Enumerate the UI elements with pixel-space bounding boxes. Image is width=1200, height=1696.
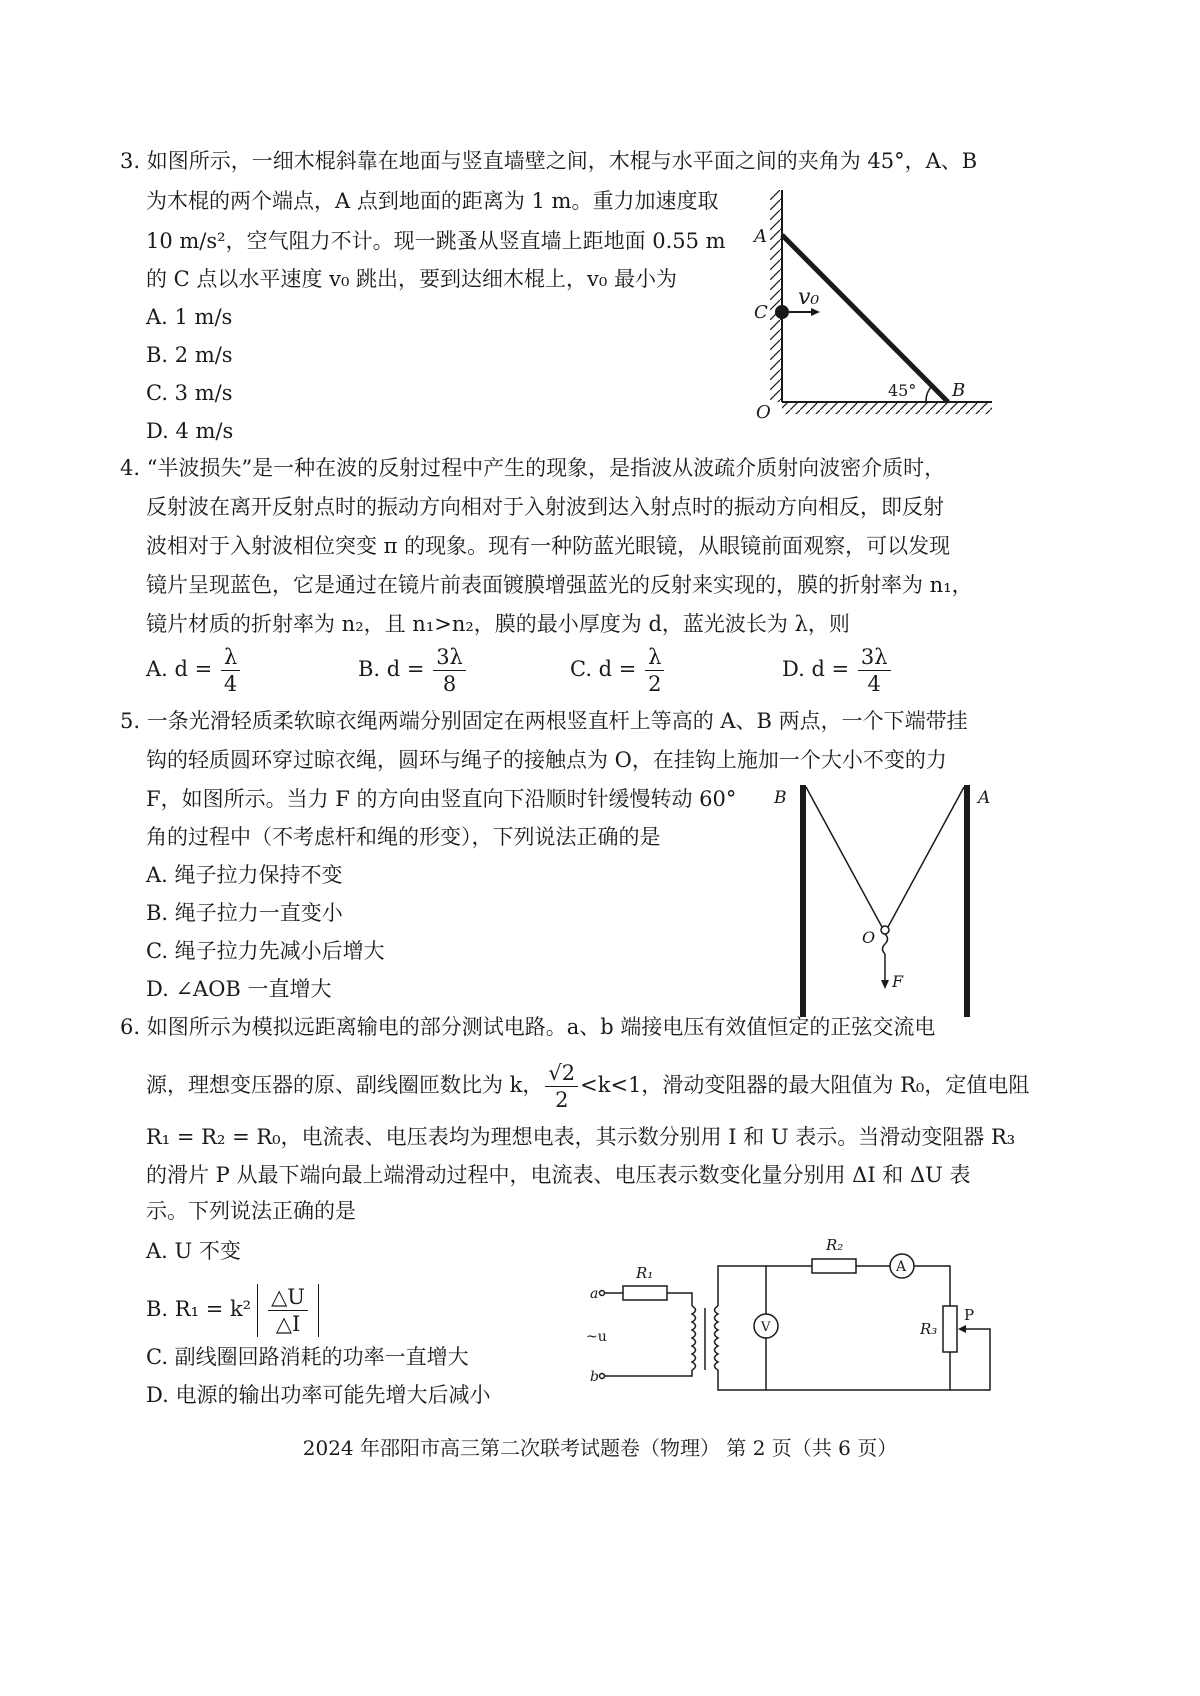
q3-option-b: B. 2 m/s [146, 343, 233, 367]
q5-line-3: F，如图所示。当力 F 的方向由竖直向下沿顺时针缓慢转动 60° [146, 787, 737, 811]
q6-line-2-start: 源，理想变压器的原、副线圈匝数比为 k， [146, 1073, 544, 1097]
q4-line-4: 镜片呈现蓝色，它是通过在镜片前表面镀膜增强蓝光的反射来实现的，膜的折射率为 n₁， [146, 573, 973, 597]
q4-option-c [570, 644, 666, 697]
q6-option-b-fraction [268, 1284, 308, 1337]
absolute-value [257, 1284, 319, 1337]
q4-option-d [782, 644, 893, 697]
primary-coil [692, 1306, 696, 1370]
q6-line-4: 的滑片 P 从最下端向最上端滑动过程中，电流表、电压表示数变化量分别用 ΔI 和 ΔU 表 [146, 1163, 971, 1187]
q5-option-b: B. 绳子拉力一直变小 [146, 901, 343, 925]
label-b: B [952, 380, 966, 401]
q4-option-d-fraction [858, 644, 891, 697]
q3-figure [740, 180, 1000, 450]
right-pole [964, 785, 970, 1017]
label-r2: R₂ [826, 1236, 844, 1254]
rheostat-r3 [943, 1306, 957, 1352]
q3-line-4: 的 C 点以水平速度 v₀ 跳出，要到达细木棍上，v₀ 最小为 [146, 267, 678, 291]
force-arrowhead [881, 980, 889, 989]
q6-line-3: R₁ = R₂ = R₀，电流表、电压表均为理想电表，其示数分别用 I 和 U 表示。当滑动变阻器 R₃ [146, 1125, 1016, 1149]
rope-left [806, 787, 882, 927]
fraction-numerator: △U [268, 1284, 308, 1311]
label-f: F [892, 972, 904, 991]
fraction-numerator: 3λ [858, 644, 891, 671]
left-pole [800, 785, 806, 1017]
fraction-denominator: 2 [648, 672, 662, 696]
q4-line-5: 镜片材质的折射率为 n₂，且 n₁>n₂，膜的最小厚度为 d，蓝光波长为 λ，则 [146, 612, 850, 636]
q6-option-a: A. U 不变 [146, 1239, 241, 1263]
q6-line-2 [146, 1060, 1029, 1113]
q4-line-1: 4. “半波损失”是一种在波的反射过程中产生的现象，是指波从波疏介质射向波密介质时， [120, 456, 946, 480]
label-b: B [774, 788, 787, 808]
fraction-numerator: √2 [545, 1060, 578, 1087]
q4-option-c-prefix: C. d = [570, 657, 637, 681]
wire-ammeter-r3 [914, 1266, 950, 1306]
flea-ball [775, 305, 789, 319]
resistor-r2 [812, 1259, 856, 1273]
label-o: O [862, 928, 876, 947]
q6-line-5: 示。下列说法正确的是 [146, 1199, 356, 1223]
label-a: a [590, 1286, 599, 1302]
label-a: A [978, 788, 991, 808]
label-v0: v₀ [798, 285, 820, 310]
wire-coil-b [605, 1370, 692, 1376]
fraction-denominator: 4 [223, 672, 238, 696]
q6-line-1: 6. 如图所示为模拟远距离输电的部分测试电路。a、b 端接电压有效值恒定的正弦交流电 [120, 1015, 936, 1039]
label-a: A [754, 226, 767, 247]
q3-option-c: C. 3 m/s [146, 381, 233, 405]
ring [881, 926, 889, 934]
label-c: C [754, 302, 768, 323]
rope-right [888, 787, 964, 927]
ground-hatch [782, 402, 992, 414]
slider-arrowhead [958, 1325, 966, 1333]
wall-hatch [770, 190, 782, 402]
q3-line-1: 3. 如图所示，一细木棍斜靠在地面与竖直墙壁之间，木棍与水平面之间的夹角为 45°，A、B [120, 149, 978, 173]
fraction-numerator: 3λ [433, 644, 466, 671]
q4-option-a-fraction [221, 644, 240, 697]
q4-line-3: 波相对于入射波相位突变 π 的现象。现有一种防蓝光眼镜，从眼镜前面观察，可以发现 [146, 534, 951, 558]
q4-option-b-prefix: B. d = [358, 657, 425, 681]
q3-line-2: 为木棍的两个端点，A 点到地面的距离为 1 m。重力加速度取 [146, 189, 719, 213]
q3-option-d: D. 4 m/s [146, 419, 234, 443]
terminal-b [600, 1374, 605, 1379]
q6-option-d: D. 电源的输出功率可能先增大后减小 [146, 1383, 491, 1407]
page-footer: 2024 年邵阳市高三第二次联考试题卷（物理） 第 2 页（共 6 页） [302, 1436, 898, 1460]
q6-line-2-end: <k<1，滑动变阻器的最大阻值为 R₀，定值电阻 [580, 1073, 1030, 1097]
label-r1: R₁ [636, 1264, 654, 1282]
wire-r1-coil [667, 1293, 692, 1306]
q4-option-b-fraction [433, 644, 466, 697]
ammeter-label: A [896, 1259, 907, 1275]
label-o: O [756, 402, 771, 423]
q4-option-a-prefix: A. d = [146, 657, 213, 681]
q4-option-a [146, 644, 242, 697]
fraction-denominator: 2 [555, 1088, 569, 1112]
q3-line-3: 10 m/s²，空气阻力不计。现一跳蚤从竖直墙上距地面 0.55 m [146, 229, 726, 253]
fraction-numerator: λ [221, 644, 240, 671]
q3-option-a: A. 1 m/s [146, 305, 233, 329]
q5-option-a: A. 绳子拉力保持不变 [146, 863, 343, 887]
q5-line-4: 角的过程中（不考虑杆和绳的形变），下列说法正确的是 [146, 825, 661, 849]
label-u: ~u [586, 1329, 607, 1345]
wire-top-left [718, 1266, 812, 1306]
resistor-r1 [623, 1286, 667, 1300]
label-r3: R₃ [920, 1320, 938, 1338]
q4-option-b [358, 644, 468, 697]
q6-option-b [146, 1284, 319, 1337]
label-p: P [964, 1306, 975, 1324]
fraction-denominator: 8 [442, 672, 457, 696]
secondary-coil [715, 1306, 719, 1370]
q6-circuit [580, 1228, 1000, 1403]
q4-line-2: 反射波在离开反射点时的振动方向相对于入射波到达入射点时的振动方向相反，即反射 [146, 495, 944, 519]
q4-option-c-fraction [645, 644, 664, 697]
fraction-denominator: 4 [867, 672, 881, 696]
q6-option-b-prefix: B. R₁ = k² [146, 1297, 252, 1321]
terminal-a [600, 1291, 605, 1296]
wooden-stick [782, 235, 948, 402]
q5-line-1: 5. 一条光滑轻质柔软晾衣绳两端分别固定在两根竖直杆上等高的 A、B 两点，一个下端带挂 [120, 709, 968, 733]
label-angle: 45° [888, 381, 917, 400]
hook [883, 934, 888, 954]
q5-figure [770, 775, 1000, 1020]
q5-option-c: C. 绳子拉力先减小后增大 [146, 939, 385, 963]
q4-option-d-prefix: D. d = [782, 657, 850, 681]
wire-slider [950, 1329, 990, 1390]
label-b: b [590, 1369, 599, 1385]
fraction-denominator: △I [275, 1312, 301, 1336]
fraction-numerator: λ [645, 644, 664, 671]
q6-option-c: C. 副线圈回路消耗的功率一直增大 [146, 1345, 469, 1369]
voltmeter-label: V [761, 1320, 771, 1335]
wire-bottom [718, 1370, 950, 1390]
q5-line-2: 钩的轻质圆环穿过晾衣绳，圆环与绳子的接触点为 O，在挂钩上施加一个大小不变的力 [146, 748, 947, 772]
q6-ratio-fraction [545, 1060, 578, 1113]
q5-option-d: D. ∠AOB 一直增大 [146, 977, 332, 1001]
